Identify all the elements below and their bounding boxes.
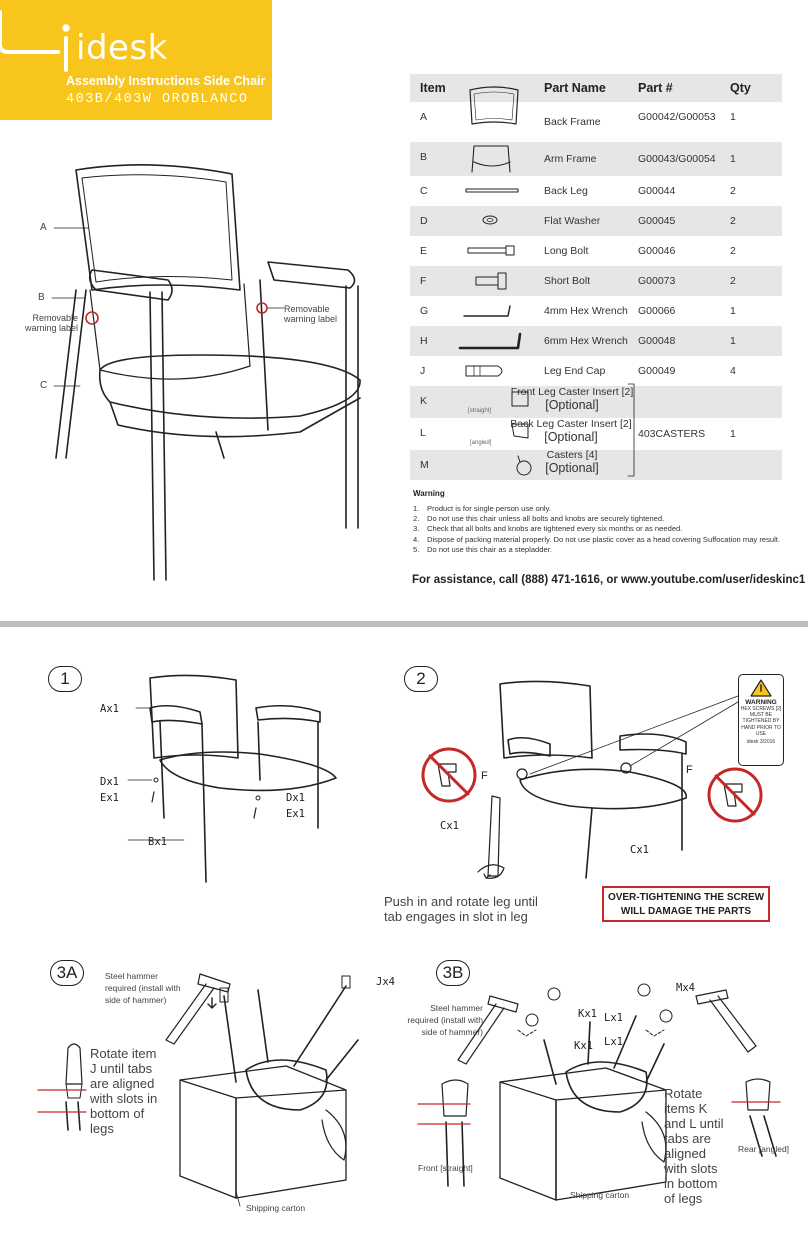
step-1-label-e-left: Ex1 [100, 792, 119, 804]
part-number: G00049 [638, 365, 676, 377]
long-bolt-icon [458, 238, 522, 264]
step-3b-instruction: Rotate items K and L until tabs are aligned with slots in bottom of legs [664, 1086, 724, 1206]
parts-table [410, 74, 782, 480]
step-3b-label-k2: Kx1 [574, 1040, 593, 1052]
warning-heading: Warning [413, 489, 445, 498]
header-part-name: Part Name [544, 81, 606, 95]
list-item: 4. Dispose of packing material properly. Do not use plastic cover as a head covering Suffocation may result. [413, 534, 781, 544]
step-1-number: 1 [48, 666, 82, 692]
no-power-drill-icon-right [706, 766, 764, 824]
list-item: 1. Product is for single person use only. [413, 504, 551, 513]
part-qty: 2 [730, 245, 736, 257]
chair-overview-illustration [0, 140, 360, 610]
part-name: Flat Washer [544, 215, 601, 227]
brand-name: idesk [76, 28, 168, 68]
warning-label-text: HEX SCREWS [2] MUST BE TIGHTENED BY HAND PRIOR TO USE [740, 706, 782, 737]
part-number: G00044 [638, 185, 676, 197]
part-qty: 2 [730, 275, 736, 287]
item-letter: L [420, 427, 426, 439]
step-3b-carton-label: Shipping carton [570, 1190, 630, 1200]
part-name: Short Bolt [544, 275, 591, 287]
part-name: 6mm Hex Wrench [544, 335, 628, 347]
step-3b-rear-label: Rear [angled] [738, 1144, 790, 1154]
step-3a-hammer-note: Steel hammer required (install with side of hammer) [105, 971, 181, 1005]
item-letter: M [420, 459, 429, 471]
flat-washer-icon [458, 208, 522, 234]
list-item: 3. Check that all bolts and knobs are tightened every six months or as needed. [413, 524, 683, 534]
warning-label-left: Removable warning label [24, 313, 78, 333]
idesk-logo [56, 30, 166, 74]
step-1-label-a: Ax1 [100, 703, 119, 715]
list-item: 5. Do not use this chair as a stepladder. [413, 544, 552, 554]
part-name: Back Leg [544, 185, 588, 197]
label-c: C [40, 380, 48, 391]
arm-frame-icon [468, 144, 532, 170]
step-3b-label-l2: Lx1 [604, 1036, 623, 1048]
hex-wrench-4mm-icon [458, 298, 522, 324]
step-1-label-e-right: Ex1 [286, 808, 305, 820]
item-letter: H [420, 335, 428, 347]
part-qty: 4 [730, 365, 736, 377]
step-2-number: 2 [404, 666, 438, 692]
part-qty: 1 [730, 305, 736, 317]
part-qty: 2 [730, 185, 736, 197]
step-3b-hammer-note: Steel hammer required (install with side of hammer) [407, 1003, 483, 1037]
part-name: Arm Frame [544, 153, 597, 165]
step-1-label-d-left: Dx1 [100, 776, 119, 788]
part-number: G00073 [638, 275, 676, 287]
part-name: Long Bolt [544, 245, 589, 257]
step-3b-label-m: Mx4 [676, 982, 695, 994]
part-name: 4mm Hex Wrench [544, 305, 628, 317]
header-part-number: Part # [638, 81, 673, 95]
brand-header [0, 0, 272, 120]
document-title: Assembly Instructions Side Chair [66, 74, 266, 88]
table-row [410, 266, 782, 296]
warning-triangle-icon [750, 679, 772, 697]
no-power-drill-icon-left [420, 746, 478, 804]
step-3a-instruction: Rotate item J until tabs are aligned with slots in bottom of legs [90, 1046, 158, 1136]
step-3a-upside-down-chair [176, 970, 376, 1200]
part-number: G00045 [638, 215, 676, 227]
warning-label-title: WARNING [745, 699, 777, 706]
part-number: 403CASTERS [638, 428, 706, 440]
part-name: Leg End Cap [544, 365, 606, 377]
label-b: B [38, 292, 45, 303]
warning-pointer-lines [520, 690, 740, 770]
caster-group-bracket [628, 384, 638, 478]
step-3b-hammer-icon-right [686, 990, 766, 1070]
short-bolt-icon [458, 268, 522, 294]
step-3a-label-j: Jx4 [376, 976, 395, 988]
part-name: Casters [4] [Optional] [545, 449, 599, 475]
part-qty: 2 [730, 215, 736, 227]
part-name: Front Leg Caster Insert [2] [Optional] [510, 386, 634, 412]
part-qty: 1 [730, 153, 736, 165]
table-row [410, 206, 782, 236]
table-row [410, 450, 782, 480]
label-a: A [40, 222, 47, 233]
step-3a-carton-label: Shipping carton [246, 1203, 306, 1213]
item-letter: K [420, 395, 428, 407]
part-number: G00066 [638, 305, 676, 317]
warning-label-footer: idesk 3/2016 [746, 739, 776, 746]
item-letter: C [420, 185, 428, 197]
list-item: 2. Do not use this chair unless all bolts and knobs are securely tightened. [413, 514, 665, 524]
caster-sub-label: [angled] [470, 440, 492, 446]
part-number: G00046 [638, 245, 676, 257]
header-qty: Qty [730, 81, 751, 95]
item-letter: B [420, 151, 428, 163]
step-1-label-b: Bx1 [148, 836, 167, 848]
step-2-label-c-left: Cx1 [440, 820, 459, 832]
section-divider [0, 621, 808, 627]
item-letter: A [420, 111, 428, 123]
model-number: 403B/403W OROBLANCO [66, 92, 249, 107]
table-row [410, 356, 782, 386]
item-letter: J [420, 365, 426, 377]
item-letter: F [420, 275, 427, 287]
hex-wrench-6mm-icon [458, 328, 522, 354]
part-number: G00048 [638, 335, 676, 347]
back-frame-icon [466, 80, 530, 106]
table-row [410, 102, 782, 142]
table-row [410, 418, 782, 450]
table-row [410, 326, 782, 356]
step-3b-label-k1: Kx1 [578, 1008, 597, 1020]
header-item: Item [420, 81, 446, 95]
step-2-label-f-left: F [481, 770, 488, 782]
warning-label-right: Removable warning label [284, 304, 338, 324]
item-letter: D [420, 215, 428, 227]
step-1-chair-illustration [140, 668, 340, 888]
part-qty: 1 [730, 335, 736, 347]
part-name: Back Frame [544, 116, 601, 128]
part-qty: 1 [730, 428, 736, 440]
part-qty: 1 [730, 111, 736, 123]
part-name: Back Leg Caster Insert [2] [Optional] [510, 418, 632, 444]
caster-sub-label: [straight] [468, 408, 492, 414]
warning-list [413, 504, 793, 555]
warning-label-box [738, 674, 784, 766]
leg-end-cap-icon [458, 358, 522, 384]
item-letter: E [420, 245, 428, 257]
item-letter: G [420, 305, 429, 317]
step-3b-number: 3B [436, 960, 470, 986]
step-1-label-d-right: Dx1 [286, 792, 305, 804]
step-2-instruction: Push in and rotate leg until tab engages in slot in leg [384, 894, 538, 924]
back-leg-icon [458, 178, 522, 204]
assistance-text: For assistance, call (888) 471-1616, or www.youtube.com/user/ideskinc1 [412, 574, 806, 586]
table-row [410, 236, 782, 266]
table-row [410, 176, 782, 206]
table-row [410, 296, 782, 326]
over-tightening-callout: OVER-TIGHTENING THE SCREW WILL DAMAGE THE PARTS [602, 886, 770, 922]
rotate-arrow-icon [474, 858, 510, 882]
step-2-label-f-right: F [686, 764, 693, 776]
part-number: G00043/G00054 [638, 153, 716, 165]
step-3a-number: 3A [50, 960, 84, 986]
step-3b-label-l1: Lx1 [604, 1012, 623, 1024]
step-2-label-c-right: Cx1 [630, 844, 649, 856]
table-row [410, 142, 782, 176]
step-3b-front-label: Front [straight] [418, 1163, 473, 1173]
part-number: G00042/G00053 [638, 111, 716, 123]
table-row [410, 386, 782, 418]
